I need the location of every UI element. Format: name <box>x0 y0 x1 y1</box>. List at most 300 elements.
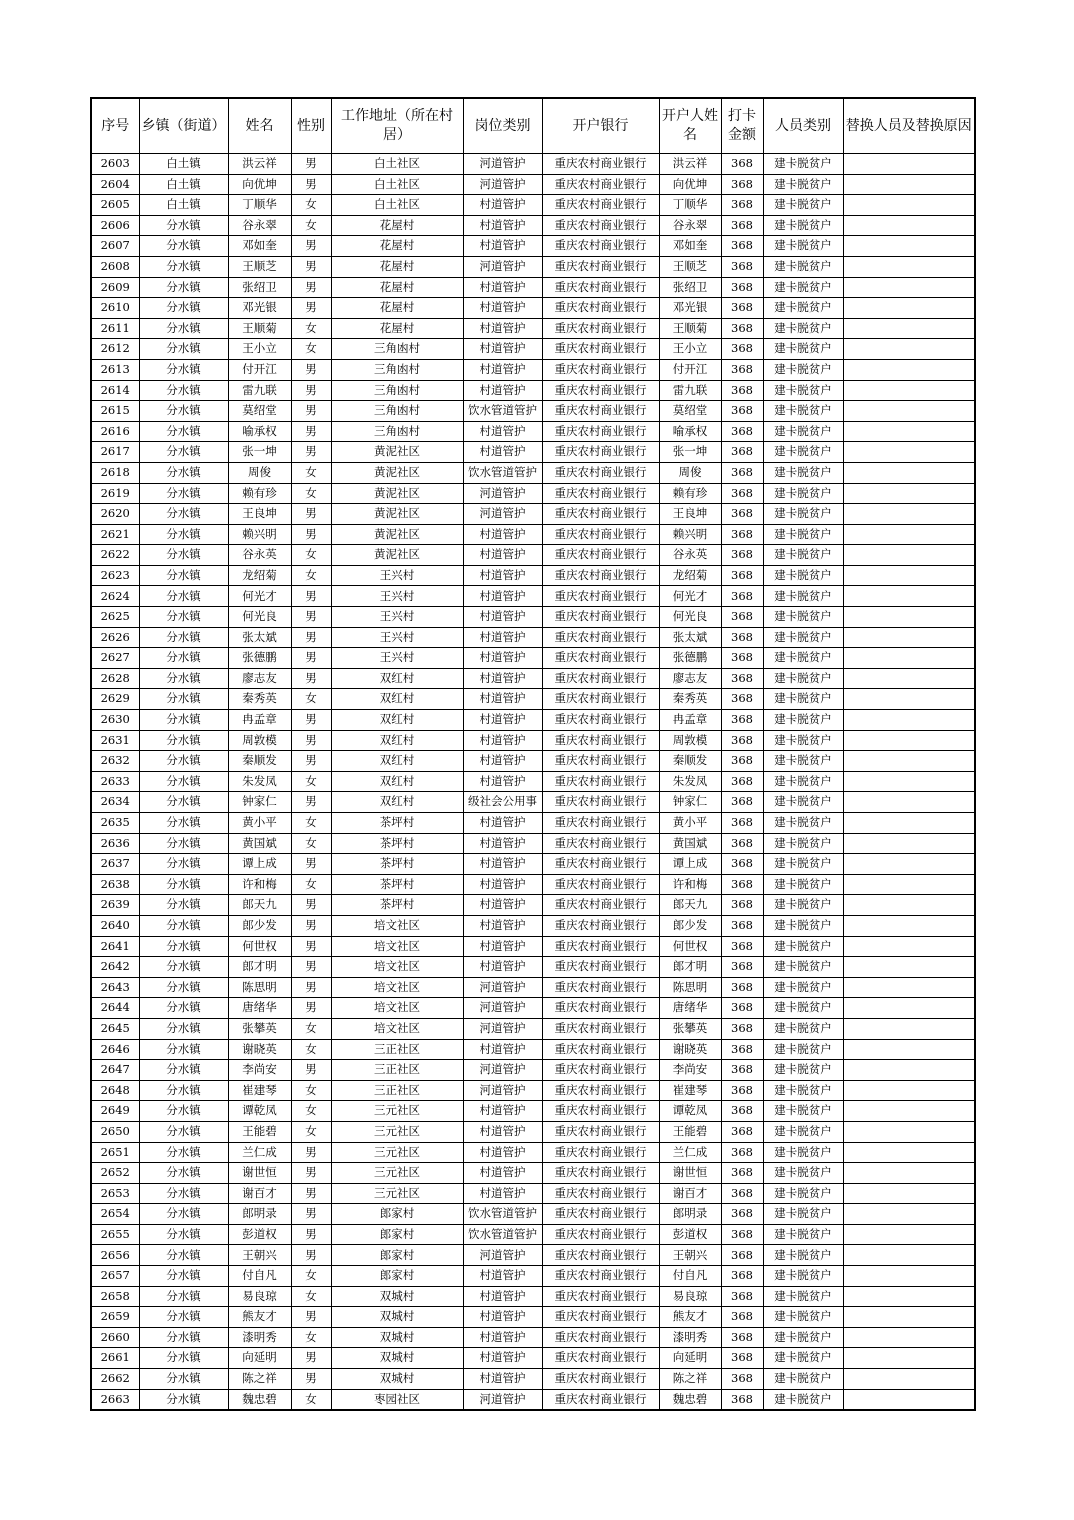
cell-index: 2618 <box>91 462 139 483</box>
cell-index: 2650 <box>91 1121 139 1142</box>
cell-township: 分水镇 <box>139 215 228 236</box>
cell-gender: 女 <box>291 545 331 566</box>
cell-name: 魏忠碧 <box>228 1389 291 1410</box>
cell-bank: 重庆农村商业银行 <box>542 195 659 216</box>
cell-person-category: 建卡脱贫户 <box>763 174 843 195</box>
cell-index: 2652 <box>91 1163 139 1184</box>
cell-amount: 368 <box>721 874 763 895</box>
cell-name: 龙绍菊 <box>228 565 291 586</box>
cell-work-address: 白土社区 <box>331 174 463 195</box>
cell-person-category: 建卡脱贫户 <box>763 854 843 875</box>
cell-amount: 368 <box>721 1327 763 1348</box>
cell-township: 分水镇 <box>139 1163 228 1184</box>
cell-name: 赖有珍 <box>228 483 291 504</box>
cell-index: 2614 <box>91 380 139 401</box>
cell-amount: 368 <box>721 915 763 936</box>
cell-name: 漆明秀 <box>228 1327 291 1348</box>
cell-person-category: 建卡脱贫户 <box>763 504 843 525</box>
cell-person-category: 建卡脱贫户 <box>763 607 843 628</box>
cell-amount: 368 <box>721 854 763 875</box>
cell-index: 2626 <box>91 627 139 648</box>
table-row <box>91 277 975 298</box>
cell-bank: 重庆农村商业银行 <box>542 442 659 463</box>
cell-index: 2662 <box>91 1369 139 1390</box>
cell-person-category: 建卡脱贫户 <box>763 936 843 957</box>
cell-replacement <box>843 607 975 628</box>
cell-person-category: 建卡脱贫户 <box>763 957 843 978</box>
cell-index: 2627 <box>91 648 139 669</box>
cell-post-type: 村道管护 <box>463 854 542 875</box>
cell-person-category: 建卡脱贫户 <box>763 1389 843 1410</box>
cell-amount: 368 <box>721 339 763 360</box>
cell-gender: 男 <box>291 668 331 689</box>
cell-gender: 女 <box>291 1286 331 1307</box>
cell-replacement <box>843 957 975 978</box>
cell-index: 2658 <box>91 1286 139 1307</box>
cell-replacement <box>843 833 975 854</box>
table-row <box>91 854 975 875</box>
cell-amount: 368 <box>721 1204 763 1225</box>
cell-gender: 男 <box>291 998 331 1019</box>
cell-account-holder: 向延明 <box>659 1348 721 1369</box>
cell-post-type: 村道管护 <box>463 627 542 648</box>
table-row <box>91 318 975 339</box>
cell-account-holder: 易良琼 <box>659 1286 721 1307</box>
cell-amount: 368 <box>721 751 763 772</box>
table-row <box>91 874 975 895</box>
cell-replacement <box>843 1204 975 1225</box>
cell-name: 王能碧 <box>228 1121 291 1142</box>
cell-account-holder: 张德鹏 <box>659 648 721 669</box>
table-row <box>91 524 975 545</box>
cell-person-category: 建卡脱贫户 <box>763 483 843 504</box>
cell-gender: 女 <box>291 874 331 895</box>
cell-person-category: 建卡脱贫户 <box>763 1348 843 1369</box>
cell-account-holder: 何光才 <box>659 586 721 607</box>
cell-person-category: 建卡脱贫户 <box>763 462 843 483</box>
header-post-type: 岗位类别 <box>463 98 542 154</box>
cell-name: 周俊 <box>228 462 291 483</box>
cell-replacement <box>843 895 975 916</box>
cell-replacement <box>843 545 975 566</box>
cell-person-category: 建卡脱贫户 <box>763 1266 843 1287</box>
header-amount: 打卡金额 <box>721 98 763 154</box>
cell-name: 向优坤 <box>228 174 291 195</box>
table-row <box>91 1307 975 1328</box>
cell-amount: 368 <box>721 1101 763 1122</box>
cell-name: 彭道权 <box>228 1224 291 1245</box>
cell-bank: 重庆农村商业银行 <box>542 462 659 483</box>
cell-bank: 重庆农村商业银行 <box>542 1060 659 1081</box>
cell-gender: 男 <box>291 1163 331 1184</box>
cell-work-address: 王兴村 <box>331 565 463 586</box>
cell-account-holder: 张攀英 <box>659 1018 721 1039</box>
cell-gender: 男 <box>291 1348 331 1369</box>
cell-person-category: 建卡脱贫户 <box>763 1163 843 1184</box>
cell-post-type: 村道管护 <box>463 1101 542 1122</box>
cell-replacement <box>843 339 975 360</box>
cell-post-type: 村道管护 <box>463 689 542 710</box>
cell-work-address: 花屋村 <box>331 318 463 339</box>
cell-work-address: 王兴村 <box>331 586 463 607</box>
cell-gender: 男 <box>291 154 331 175</box>
cell-bank: 重庆农村商业银行 <box>542 1266 659 1287</box>
cell-person-category: 建卡脱贫户 <box>763 1327 843 1348</box>
cell-account-holder: 陈之祥 <box>659 1369 721 1390</box>
table-row <box>91 771 975 792</box>
cell-township: 分水镇 <box>139 236 228 257</box>
cell-gender: 女 <box>291 689 331 710</box>
cell-index: 2660 <box>91 1327 139 1348</box>
cell-township: 分水镇 <box>139 1183 228 1204</box>
cell-bank: 重庆农村商业银行 <box>542 1142 659 1163</box>
cell-replacement <box>843 689 975 710</box>
cell-bank: 重庆农村商业银行 <box>542 730 659 751</box>
cell-account-holder: 漆明秀 <box>659 1327 721 1348</box>
table-row <box>91 215 975 236</box>
cell-person-category: 建卡脱贫户 <box>763 1307 843 1328</box>
cell-township: 白土镇 <box>139 174 228 195</box>
cell-township: 分水镇 <box>139 1348 228 1369</box>
cell-bank: 重庆农村商业银行 <box>542 751 659 772</box>
cell-work-address: 双城村 <box>331 1348 463 1369</box>
cell-gender: 女 <box>291 318 331 339</box>
cell-index: 2619 <box>91 483 139 504</box>
cell-replacement <box>843 174 975 195</box>
cell-amount: 368 <box>721 1183 763 1204</box>
cell-index: 2616 <box>91 421 139 442</box>
cell-gender: 女 <box>291 813 331 834</box>
cell-replacement <box>843 1142 975 1163</box>
cell-bank: 重庆农村商业银行 <box>542 277 659 298</box>
cell-replacement <box>843 215 975 236</box>
cell-bank: 重庆农村商业银行 <box>542 1204 659 1225</box>
cell-name: 张一坤 <box>228 442 291 463</box>
cell-township: 分水镇 <box>139 998 228 1019</box>
cell-work-address: 王兴村 <box>331 607 463 628</box>
cell-index: 2641 <box>91 936 139 957</box>
cell-township: 分水镇 <box>139 689 228 710</box>
cell-bank: 重庆农村商业银行 <box>542 401 659 422</box>
cell-person-category: 建卡脱贫户 <box>763 895 843 916</box>
cell-bank: 重庆农村商业银行 <box>542 1183 659 1204</box>
cell-post-type: 村道管护 <box>463 380 542 401</box>
cell-township: 分水镇 <box>139 771 228 792</box>
cell-post-type: 河道管护 <box>463 174 542 195</box>
cell-person-category: 建卡脱贫户 <box>763 998 843 1019</box>
cell-person-category: 建卡脱贫户 <box>763 751 843 772</box>
cell-township: 分水镇 <box>139 710 228 731</box>
cell-index: 2653 <box>91 1183 139 1204</box>
cell-post-type: 村道管护 <box>463 442 542 463</box>
cell-bank: 重庆农村商业银行 <box>542 1348 659 1369</box>
cell-amount: 368 <box>721 545 763 566</box>
cell-gender: 女 <box>291 339 331 360</box>
cell-replacement <box>843 1389 975 1410</box>
cell-bank: 重庆农村商业银行 <box>542 915 659 936</box>
cell-account-holder: 喻承权 <box>659 421 721 442</box>
cell-account-holder: 王朝兴 <box>659 1245 721 1266</box>
cell-work-address: 双红村 <box>331 689 463 710</box>
cell-gender: 男 <box>291 710 331 731</box>
cell-amount: 368 <box>721 442 763 463</box>
cell-index: 2615 <box>91 401 139 422</box>
cell-post-type: 村道管护 <box>463 318 542 339</box>
cell-index: 2648 <box>91 1080 139 1101</box>
cell-index: 2612 <box>91 339 139 360</box>
cell-gender: 男 <box>291 730 331 751</box>
cell-township: 分水镇 <box>139 1101 228 1122</box>
cell-name: 邓如奎 <box>228 236 291 257</box>
cell-gender: 男 <box>291 854 331 875</box>
cell-person-category: 建卡脱贫户 <box>763 977 843 998</box>
cell-replacement <box>843 359 975 380</box>
cell-person-category: 建卡脱贫户 <box>763 1101 843 1122</box>
cell-index: 2633 <box>91 771 139 792</box>
cell-township: 分水镇 <box>139 854 228 875</box>
cell-post-type: 饮水管道管护 <box>463 401 542 422</box>
table-row <box>91 359 975 380</box>
cell-index: 2654 <box>91 1204 139 1225</box>
cell-township: 分水镇 <box>139 277 228 298</box>
cell-index: 2638 <box>91 874 139 895</box>
cell-township: 分水镇 <box>139 874 228 895</box>
cell-account-holder: 陈思明 <box>659 977 721 998</box>
cell-name: 谢晓英 <box>228 1039 291 1060</box>
cell-replacement <box>843 504 975 525</box>
header-township: 乡镇（街道） <box>139 98 228 154</box>
cell-person-category: 建卡脱贫户 <box>763 236 843 257</box>
cell-gender: 男 <box>291 277 331 298</box>
cell-person-category: 建卡脱贫户 <box>763 627 843 648</box>
cell-bank: 重庆农村商业银行 <box>542 813 659 834</box>
cell-bank: 重庆农村商业银行 <box>542 1369 659 1390</box>
cell-post-type: 村道管护 <box>463 874 542 895</box>
cell-replacement <box>843 648 975 669</box>
cell-gender: 男 <box>291 442 331 463</box>
cell-gender: 男 <box>291 1142 331 1163</box>
table-row <box>91 668 975 689</box>
cell-post-type: 村道管护 <box>463 1142 542 1163</box>
cell-name: 熊友才 <box>228 1307 291 1328</box>
cell-person-category: 建卡脱贫户 <box>763 1183 843 1204</box>
cell-township: 分水镇 <box>139 977 228 998</box>
header-account-holder: 开户人姓名 <box>659 98 721 154</box>
cell-person-category: 建卡脱贫户 <box>763 1224 843 1245</box>
cell-post-type: 村道管护 <box>463 545 542 566</box>
cell-name: 付开江 <box>228 359 291 380</box>
cell-person-category: 建卡脱贫户 <box>763 915 843 936</box>
cell-gender: 男 <box>291 1245 331 1266</box>
cell-township: 分水镇 <box>139 1121 228 1142</box>
cell-amount: 368 <box>721 256 763 277</box>
cell-account-holder: 付开江 <box>659 359 721 380</box>
cell-bank: 重庆农村商业银行 <box>542 792 659 813</box>
cell-work-address: 双红村 <box>331 771 463 792</box>
cell-name: 邓光银 <box>228 298 291 319</box>
cell-name: 钟家仁 <box>228 792 291 813</box>
cell-amount: 368 <box>721 730 763 751</box>
cell-bank: 重庆农村商业银行 <box>542 936 659 957</box>
cell-work-address: 黄泥社区 <box>331 462 463 483</box>
cell-account-holder: 王能碧 <box>659 1121 721 1142</box>
table-row <box>91 1018 975 1039</box>
cell-work-address: 黄泥社区 <box>331 524 463 545</box>
cell-gender: 男 <box>291 792 331 813</box>
cell-post-type: 村道管护 <box>463 298 542 319</box>
cell-gender: 男 <box>291 174 331 195</box>
cell-bank: 重庆农村商业银行 <box>542 339 659 360</box>
cell-account-holder: 黄国斌 <box>659 833 721 854</box>
cell-gender: 男 <box>291 915 331 936</box>
cell-gender: 男 <box>291 1224 331 1245</box>
cell-work-address: 三正社区 <box>331 1080 463 1101</box>
cell-account-holder: 王小立 <box>659 339 721 360</box>
cell-work-address: 双红村 <box>331 710 463 731</box>
cell-bank: 重庆农村商业银行 <box>542 318 659 339</box>
cell-bank: 重庆农村商业银行 <box>542 1039 659 1060</box>
cell-post-type: 村道管护 <box>463 668 542 689</box>
cell-index: 2604 <box>91 174 139 195</box>
cell-name: 朱发凤 <box>228 771 291 792</box>
cell-account-holder: 丁顺华 <box>659 195 721 216</box>
cell-post-type: 河道管护 <box>463 1060 542 1081</box>
cell-township: 分水镇 <box>139 936 228 957</box>
cell-amount: 368 <box>721 215 763 236</box>
cell-person-category: 建卡脱贫户 <box>763 421 843 442</box>
cell-replacement <box>843 318 975 339</box>
cell-work-address: 黄泥社区 <box>331 483 463 504</box>
cell-post-type: 河道管护 <box>463 1245 542 1266</box>
table-row <box>91 710 975 731</box>
cell-township: 分水镇 <box>139 668 228 689</box>
cell-township: 分水镇 <box>139 1224 228 1245</box>
cell-person-category: 建卡脱贫户 <box>763 256 843 277</box>
cell-amount: 368 <box>721 1245 763 1266</box>
cell-replacement <box>843 442 975 463</box>
cell-township: 分水镇 <box>139 421 228 442</box>
cell-replacement <box>843 1224 975 1245</box>
cell-account-holder: 秦顺发 <box>659 751 721 772</box>
cell-account-holder: 廖志友 <box>659 668 721 689</box>
cell-bank: 重庆农村商业银行 <box>542 1389 659 1410</box>
cell-name: 兰仁成 <box>228 1142 291 1163</box>
cell-index: 2644 <box>91 998 139 1019</box>
cell-gender: 男 <box>291 1307 331 1328</box>
cell-replacement <box>843 1101 975 1122</box>
cell-township: 白土镇 <box>139 154 228 175</box>
cell-township: 分水镇 <box>139 565 228 586</box>
cell-account-holder: 彭道权 <box>659 1224 721 1245</box>
cell-work-address: 双红村 <box>331 668 463 689</box>
cell-replacement <box>843 195 975 216</box>
cell-index: 2651 <box>91 1142 139 1163</box>
cell-amount: 368 <box>721 689 763 710</box>
cell-name: 谭乾凤 <box>228 1101 291 1122</box>
cell-post-type: 村道管护 <box>463 1348 542 1369</box>
cell-name: 王顺芝 <box>228 256 291 277</box>
table-row <box>91 298 975 319</box>
cell-gender: 男 <box>291 359 331 380</box>
table-row <box>91 421 975 442</box>
cell-name: 喻承权 <box>228 421 291 442</box>
cell-name: 谭上成 <box>228 854 291 875</box>
cell-work-address: 三元社区 <box>331 1142 463 1163</box>
cell-work-address: 花屋村 <box>331 277 463 298</box>
header-replacement: 替换人员及替换原因 <box>843 98 975 154</box>
cell-name: 郎才明 <box>228 957 291 978</box>
cell-amount: 368 <box>721 195 763 216</box>
cell-gender: 男 <box>291 380 331 401</box>
table-row <box>91 380 975 401</box>
cell-gender: 男 <box>291 627 331 648</box>
cell-person-category: 建卡脱贫户 <box>763 710 843 731</box>
cell-amount: 368 <box>721 1266 763 1287</box>
header-name: 姓名 <box>228 98 291 154</box>
cell-index: 2639 <box>91 895 139 916</box>
cell-amount: 368 <box>721 586 763 607</box>
cell-amount: 368 <box>721 998 763 1019</box>
cell-gender: 男 <box>291 256 331 277</box>
cell-index: 2657 <box>91 1266 139 1287</box>
cell-bank: 重庆农村商业银行 <box>542 895 659 916</box>
cell-gender: 女 <box>291 462 331 483</box>
cell-amount: 368 <box>721 771 763 792</box>
table-row <box>91 154 975 175</box>
cell-township: 分水镇 <box>139 1204 228 1225</box>
cell-amount: 368 <box>721 1121 763 1142</box>
cell-work-address: 双城村 <box>331 1286 463 1307</box>
table-row <box>91 195 975 216</box>
cell-replacement <box>843 792 975 813</box>
cell-account-holder: 李尚安 <box>659 1060 721 1081</box>
cell-bank: 重庆农村商业银行 <box>542 1307 659 1328</box>
cell-person-category: 建卡脱贫户 <box>763 771 843 792</box>
cell-person-category: 建卡脱贫户 <box>763 380 843 401</box>
cell-index: 2656 <box>91 1245 139 1266</box>
cell-work-address: 白土社区 <box>331 154 463 175</box>
cell-amount: 368 <box>721 1369 763 1390</box>
cell-name: 崔建琴 <box>228 1080 291 1101</box>
cell-replacement <box>843 1060 975 1081</box>
cell-person-category: 建卡脱贫户 <box>763 1369 843 1390</box>
cell-person-category: 建卡脱贫户 <box>763 1204 843 1225</box>
table-row <box>91 1327 975 1348</box>
cell-bank: 重庆农村商业银行 <box>542 833 659 854</box>
cell-replacement <box>843 854 975 875</box>
cell-bank: 重庆农村商业银行 <box>542 648 659 669</box>
cell-index: 2613 <box>91 359 139 380</box>
cell-work-address: 三角凼村 <box>331 421 463 442</box>
cell-person-category: 建卡脱贫户 <box>763 442 843 463</box>
cell-account-holder: 王顺菊 <box>659 318 721 339</box>
cell-account-holder: 郎明录 <box>659 1204 721 1225</box>
table-row <box>91 1163 975 1184</box>
cell-work-address: 茶坪村 <box>331 874 463 895</box>
cell-bank: 重庆农村商业银行 <box>542 215 659 236</box>
cell-amount: 368 <box>721 668 763 689</box>
cell-replacement <box>843 771 975 792</box>
cell-gender: 男 <box>291 586 331 607</box>
cell-name: 洪云祥 <box>228 154 291 175</box>
table-row <box>91 1204 975 1225</box>
cell-amount: 368 <box>721 607 763 628</box>
cell-township: 分水镇 <box>139 524 228 545</box>
cell-bank: 重庆农村商业银行 <box>542 668 659 689</box>
cell-person-category: 建卡脱贫户 <box>763 565 843 586</box>
cell-amount: 368 <box>721 524 763 545</box>
cell-township: 分水镇 <box>139 1389 228 1410</box>
